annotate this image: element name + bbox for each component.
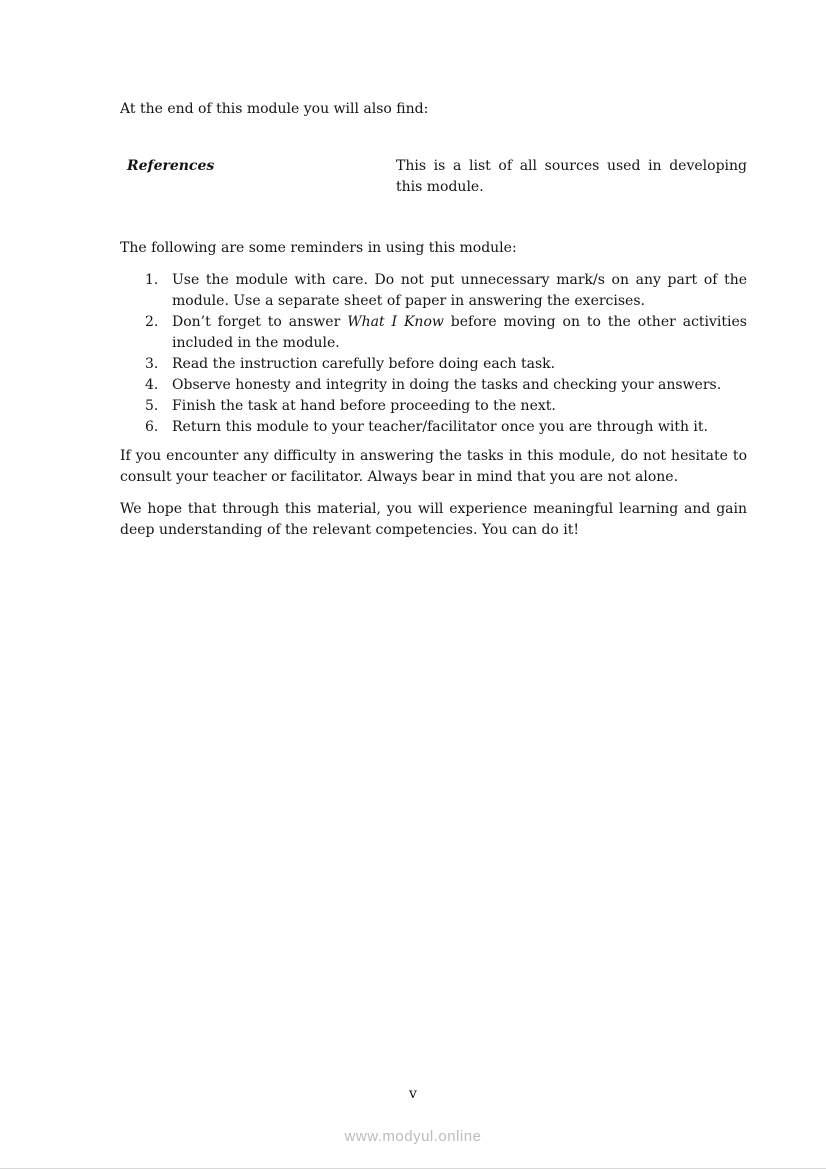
list-item-text: Use the module with care. Do not put unnecessary mark/s on any part of the module. Use a separate sheet of paper in answering the exercises. bbox=[172, 272, 747, 309]
list-item bbox=[145, 375, 747, 396]
watermark: www.modyul.online bbox=[344, 1128, 482, 1145]
list-item-text: Observe honesty and integrity in doing the tasks and checking your answers. bbox=[172, 377, 722, 393]
list-item bbox=[145, 417, 747, 438]
reminders-intro: The following are some reminders in using this module: bbox=[120, 240, 517, 256]
intro-text: At the end of this module you will also find: bbox=[120, 101, 429, 117]
list-item-text: Read the instruction carefully before doing each task. bbox=[172, 356, 556, 372]
list-item-text-prefix: Don’t forget to answer bbox=[172, 314, 348, 330]
list-item bbox=[145, 312, 747, 354]
list-item-text bbox=[172, 312, 747, 354]
page-number: v bbox=[409, 1086, 417, 1102]
list-item-number: 1. bbox=[145, 272, 159, 288]
list-item bbox=[145, 396, 747, 417]
list-item-number: 3. bbox=[145, 356, 159, 372]
references-label: References bbox=[127, 158, 215, 174]
references-description: This is a list of all sources used in developing this module. bbox=[396, 158, 747, 195]
list-item bbox=[145, 270, 747, 312]
reminders-list bbox=[145, 270, 747, 438]
closing-paragraph-2: We hope that through this material, you will experience meaningful learning and gain deep understanding of the relevant competencies. You can do it! bbox=[120, 501, 747, 538]
list-item-text-italic: What I Know bbox=[347, 314, 444, 330]
page-content bbox=[120, 99, 747, 541]
closing-paragraph-1: If you encounter any difficulty in answering the tasks in this module, do not hesitate to consult your teacher or facilitator. Always bear in mind that you are not alone. bbox=[120, 448, 747, 485]
list-item-text-suffix: before moving on to the other activities included in the module. bbox=[172, 314, 747, 351]
list-item-number: 6. bbox=[145, 419, 159, 435]
references-row bbox=[127, 156, 747, 198]
list-item-text: Return this module to your teacher/facilitator once you are through with it. bbox=[172, 419, 708, 435]
list-item-number: 2. bbox=[145, 314, 159, 330]
list-item bbox=[145, 354, 747, 375]
list-item-text: Finish the task at hand before proceeding to the next. bbox=[172, 398, 556, 414]
list-item-number: 5. bbox=[145, 398, 159, 414]
list-item-number: 4. bbox=[145, 377, 159, 393]
